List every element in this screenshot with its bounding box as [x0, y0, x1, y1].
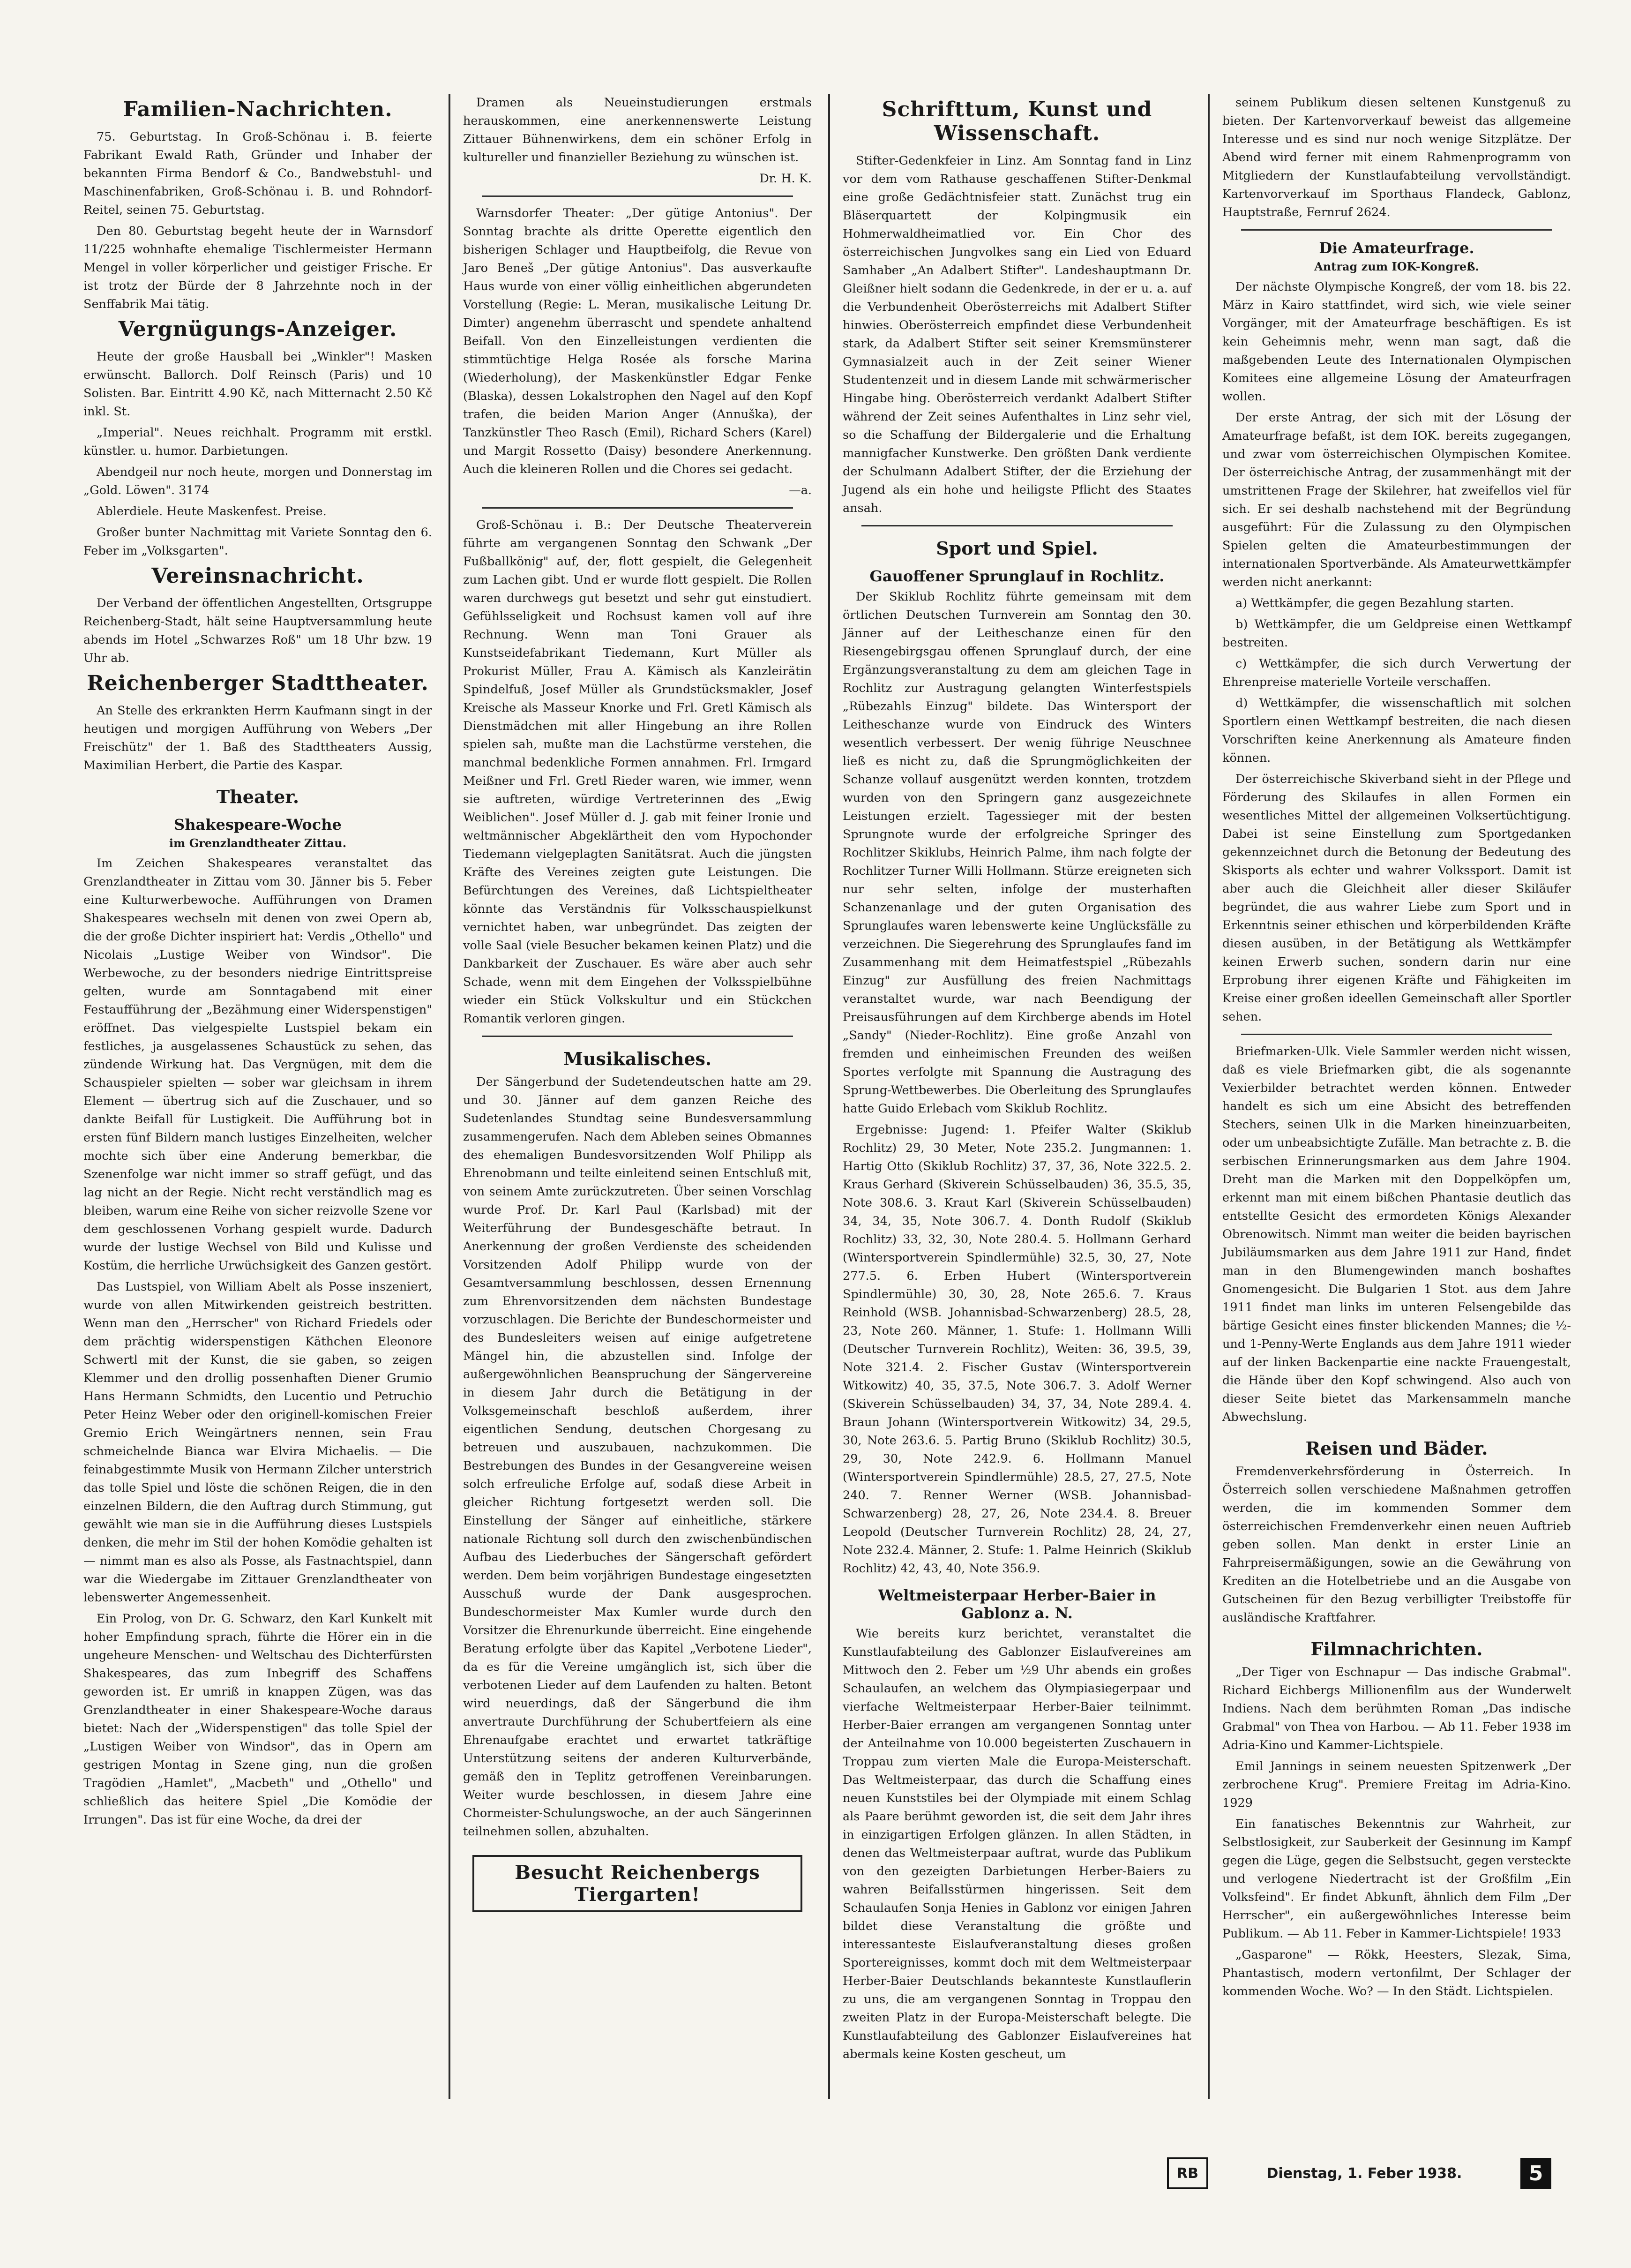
article-paragraph: „Der Tiger von Eschnapur — Das indische Grabmal". Richard Eichbergs Millionenfilm aus der Wunderwelt Indiens. Nach dem berühmten Roman „Das indische Grabmal" von Thea von Harbou. — Ab 11. Feber 1938 im Adria-Kino und Kammer-Lichtspiele. [1222, 1665, 1571, 1752]
article-paragraph: Warnsdorfer Theater: „Der gütige Antonius". Der Sonntag brachte als dritte Operette eigentlich den bisherigen Schlager und Hauptbeifolg, die Revue von Jaro Beneš „Der gütige Antonius". Das ausverkaufte Haus wurde von einer völlig einheitlichen abgerundeten Vorstellung (Regie: L. Meran, musikalische Leitung Dr. Dimter) angenehm überrascht und spendete anhaltend Beifall. Von den Einzelleistungen verdienten die stimmtüchtige Helga Rosée als forsche Marina (Wiederholung), der Maskenkünstler Edgar Fenke (Blaska), dessen Lokalstrophen den Nagel auf den Kopf trafen, die beiden Marion Anger (Annuška), der Tanzkünstler Theo Rasch (Emil), Richard Schers (Karel) und Margit Rossetto (Daisy) besondere Anerkennung. Auch die kleineren Rollen und die Chores sei gedacht. [463, 206, 812, 476]
column-3 [839, 94, 1195, 2212]
article-subheadline: Antrag zum IOK-Kongreß. [1314, 260, 1479, 273]
section-heading-theatre: Theater. [216, 786, 299, 807]
issue-date: Dienstag, 1. Feber 1938. [1266, 2165, 1462, 2182]
column-rule [1208, 94, 1210, 2099]
article-paragraph: Im Zeichen Shakespeares veranstaltet das Grenzlandtheater in Zittau vom 30. Jänner bis 5. Feber eine Kulturwerbewoche. Aufführungen von Dramen Shakespeares wechseln mit denen von zwei Opern ab, die der große Dichter inspiriert hat: Verdis „Othello" und Nicolais „Lustige Weiber von Windsor". Die Werbewoche, zu der besonders niedrige Eintrittspreise gelten, wurde am Sonntagabend mit einer Festaufführung der „Bezähmung einer Widerspenstigen" eröffnet. Das vielgespielte Lustspiel bekam ein festliches, ja ausgelassenes Schaustück zu sehen, das zündende Wirkung hat. Das Vergnügen, mit dem die Schauspieler spielten — sober war gleichsam in ihrem Element — übertrug sich auf die Zuschauer, und so dankte Beifall für Lustigkeit. Die Aufführung bot in ersten fünf Bildern manch lustiges Einzelheiten, welcher mochte sich über eine Anderung bemerkbar, die Szenenfolge war nicht immer so straff gefügt, und das lag nicht an der Regie. Nicht recht verständlich mag es bleiben, warum eine Reihe von sicher reizvolle Szene vor dem geschlossenen Vorhang gespielt wurde. Dadurch wurde der lustige Wechsel von Bild und Kulisse und Kostüm, die herrliche Urwüchsigkeit des Ganzen gestört. [83, 856, 432, 1273]
article-paragraph: Der Sängerbund der Sudetendeutschen hatte am 29. und 30. Jänner auf dem ganzen Reiche des Sudetenlandes Stundtag seine Bundesversammlung zusammengerufen. Nach dem Ableben seines Obmannes des ehemaligen Bundesvorsitzenden Wolf Philipp als Ehrenobmann und teilte einleitend seinen Entschluß mit, von seinem Amte zurückzutreten. Über seinen Vorschlag wurde Prof. Dr. Karl Paul (Karlsbad) mit der Weiterführung der Bundesgeschäfte betraut. In Anerkennung der großen Verdienste des scheidenden Vorsitzenden Adolf Philipp wurde von der Gesamtversammlung beschlossen, dessen Ernennung zum Ehrenvorsitzenden dem nächsten Bundestage vorzuschlagen. Die Berichte der Bundeschormeister und des Bundesleiters weisen auf einige aufgetretene Mängel hin, die abzustellen sind. Infolge der außergewöhnlichen Beanspruchung der Sängervereine in diesem Jahr durch die Betätigung in der Volksgemeinschaft beschloß außerdem, ihrer eigentlichen Sendung, deutschen Chorgesang zu betreuen und auszubauen, nachzukommen. Die Bestrebungen des Bundes in der Gesangvereine weisen solch erfreuliche Erfolge auf, sodaß diese Arbeit in gleicher Richtung fortgesetzt werden soll. Die Einstellung der Sänger auf einheitliche, stärkere nationale Richtung soll durch den zwischenbündischen Aufbau des Liederbuches der Sängerschaft gefördert werden. Dem beim vorjährigen Bundestage eingesetzten Ausschuß wurde der Dank ausgesprochen. Bundeschormeister Max Kumler wurde durch den Vorsitzer die Ehrenurkunde überreicht. Eine eingehende Beratung erfolgte über das Kapitel „Verbotene Lieder", da es für die Vereine umgänglich ist, sich über die verbotenen Lieder auf dem Laufenden zu halten. Betont wird neuerdings, daß der Sängerbund die ihm anvertraute Durchführung der Schubertfeiern als eine Ehrenaufgabe erachtet und erwartet tatkräftige Unterstützung seitens der anderen Kulturverbände, gemäß den in Teplitz getroffenen Vereinbarungen. Weiter wurde beschlossen, in diesem Jahre eine Chormeister-Schulungswoche, an der auch Sängerinnen teilnehmen sollen, abzuhalten. [463, 1075, 812, 1839]
section-heading-city-theatre: Reichenberger Stadttheater. [87, 671, 429, 695]
divider [482, 507, 793, 509]
article-paragraph: An Stelle des erkrankten Herrn Kaufmann singt in der heutigen und morgigen Aufführung von Webers „Der Freischütz" der 1. Baß des Stadttheaters Aussig, Maximilian Herbert, die Partie des Kaspar. [83, 704, 432, 773]
column-4 [1219, 94, 1575, 2212]
ad-paragraph: „Imperial". Neues reichhalt. Programm mit erstkl. künstler. u. humor. Darbietungen. [83, 426, 432, 458]
article-paragraph: 75. Geburtstag. In Groß-Schönau i. B. feierte Fabrikant Ewald Rath, Gründer und Inhaber der bekannten Firma Bendorf & Co., Bandwebstuhl- und Maschinenfabriken, Groß-Schönau i. B. und Rohndorf-Reitel, seinen 75. Geburtstag. [83, 130, 432, 217]
article-paragraph: „Gasparone" — Rökk, Heesters, Slezak, Sima, Phantastisch, modern vertonfilmt, Der Schlager der kommenden Woche. Wo? — In den Städt. Lichtspielen. [1222, 1948, 1571, 1998]
article-paragraph: Ein fanatisches Bekenntnis zur Wahrheit, zur Selbstlosigkeit, zur Sauberkeit der Gesinnung im Kampf gegen die Lüge, gegen die Selbstsucht, gegen versteckte und verlogene Niedertracht ist der Großfilm „Ein Volksfeind". Er findet Abkunft, ähnlich dem Film „Der Herrscher", ein außergewöhnliches Interesse beim Publikum. — Ab 11. Feber in Kammer-Lichtspiele! 1933 [1222, 1817, 1571, 1941]
divider [1241, 1034, 1552, 1035]
article-paragraph: Das Lustspiel, von William Abelt als Posse inszeniert, wurde von allen Mitwirkenden geistreich bestritten. Wenn man den „Herrscher" von Richard Friedels oder dem prächtig widerspenstigen Käthchen Eleonore Schwertl mit der Kunst, die sie gaben, so zeigen Klemmer und den drollig possenhaften Diener Grumio Hans Hermann Schmidts, den Lucentio und Petruchio Peter Heinz Weber oder den originell-komischen Freier Gremio Erich Weingärtners nennen, sein Frau schmeichelnde Bianca war Elvira Michaelis. — Die feinabgestimmte Musik von Hermann Zilcher unterstrich das tolle Spiel und löste die schönen Reigen, die in den einzelnen Bildern, die den Auftrag durch Stimmung, gut gewählt wie man sie in die Aufführung dieses Lustspiels denken, die mehr im Stil der hohen Komödie gehalten ist — nimmt man es also als Posse, als Fastnachtspiel, dann war die Wiedergabe im Zittauer Grenzlandtheater von lebenswerter Angemessenheit. [83, 1280, 432, 1605]
article-headline-world-champions: Weltmeisterpaar Herber-Baier in Gablonz a. N. [878, 1586, 1156, 1622]
author-signature: —a. [789, 483, 812, 497]
article-paragraph: Emil Jannings in seinem neuesten Spitzenwerk „Der zerbrochene Krug". Premiere Freitag im Adria-Kino. 1929 [1222, 1759, 1571, 1810]
article-headline-amateur: Die Amateurfrage. [1319, 239, 1474, 257]
list-item: d) Wettkämpfer, die wissenschaftlich mit solchen Sportlern einen Wettkampf bestreiten, die nach diesen Vorschriften keine Anerkennung als Amateure finden können. [1222, 696, 1571, 765]
article-headline-shakespeare: Shakespeare-Woche [174, 816, 342, 834]
column-2 [459, 94, 816, 2212]
column-1 [80, 94, 436, 2212]
article-paragraph: Der erste Antrag, der sich mit der Lösung der Amateurfrage befaßt, ist dem IOK. bereits zugegangen, und zwar vom österreichischen Olympischen Komitee. Der österreichische Antrag, der zusammenhängt mit der umstrittenen Frage der Skilehrer, hat zweifellos viel für sich. Er sei deshalb nachstehend mit der Begründung ausgeführt: Für die Zulassung zu den Olympischen Spielen gelten die Amateurbestimmungen der internationalen Sportverbände. Als Amateurwettkämpfer werden nicht anerkannt: [1222, 411, 1571, 589]
section-heading-literature: Schrifttum, Kunst und Wissenschaft. [882, 98, 1152, 145]
article-paragraph: Ein Prolog, von Dr. G. Schwarz, den Karl Kunkelt mit hoher Empfindung sprach, führte die Hörer ein in die ungeheure Menschen- und Weltschau des Dichterfürsten Shakespeares, das zum Inbegriff des Schaffens geworden ist. Er umriß in knappen Zügen, was das Grenzlandtheater in einer Shakespeare-Woche daraus bietet: Nach der „Widerspenstigen" das tolle Spiel der „Lustigen Weiber von Windsor", das in Opern am gestrigen Montag in Szene ging, nun die großen Tragödien „Hamlet", „Macbeth" und „Othello" und schließlich das heitere Spiel „Die Komödie der Irrungen". Das ist für eine Woche, da drei der [83, 1612, 432, 1827]
section-heading-film: Filmnachrichten. [1310, 1638, 1483, 1660]
list-item: a) Wettkämpfer, die gegen Bezahlung starten. [1235, 596, 1514, 610]
article-paragraph: Der nächste Olympische Kongreß, der vom 18. bis 22. März in Kairo stattfindet, wird sich, wie viele seiner Vorgänger, mit der Amateurfrage beschäftigen. Es ist kein Geheimnis mehr, wenn man sagt, daß die maßgebenden Leute des Internationalen Olympischen Komitees eine allgemeine Lösung der Amateurfragen wollen. [1222, 280, 1571, 404]
divider [482, 1036, 793, 1037]
article-paragraph: Der österreichische Skiverband sieht in der Pflege und Förderung des Skilaufes in allen Formen ein wesentliches Mittel der allgemeinen Volksertüchtigung. Dabei ist seine Einstellung zum Sportgedanken gekennzeichnet durch die Betonung der Bedeutung des Skisports als echter und wahrer Volkssport. Damit ist aber auch die Gleichheit aller dieser Skiläufer begründet, die aus wahrer Liebe zum Sport und in Erkenntnis seiner ethischen und körperbildenden Kräfte diesen ausüben, in der Betätigung als Wettkämpfer keinen Erwerb suchen, sondern darin nur eine Erprobung ihrer eigenen Kräfte und Fähigkeiten im Kreise einer großen ideellen Gemeinschaft aller Sportler sehen. [1222, 772, 1571, 1024]
divider [1241, 229, 1552, 231]
ad-paragraph: Großer bunter Nachmittag mit Variete Sonntag den 6. Feber im „Volksgarten". [83, 526, 432, 558]
results-paragraph: Ergebnisse: Jugend: 1. Pfeifer Walter (Skiklub Rochlitz) 29, 30 Meter, Note 235.2. Jungmannen: 1. Hartig Otto (Skiklub Rochlitz) 37, 37, 36, Note 322.5. 2. Kraus Gerhard (Skiverein Schüsselbauden) 36, 35.5, 35, Note 308.6. 3. Kraut Karl (Skiverein Schüsselbauden) 34, 34, 35, Note 306.7. 4. Donth Rudolf (Skiklub Rochlitz) 33, 32, 30, Note 280.4. 5. Hollmann Gerhard (Wintersportverein Spindlermühle) 32.5, 30, 27, Note 277.5. 6. Erben Hubert (Wintersportverein Spindlermühle) 30, 30, 28, Note 265.6. 7. Kraus Reinhold (WSB. Johannisbad-Schwarzenberg) 28.5, 28, 23, Note 260. Männer, 1. Stufe: 1. Hollmann Willi (Deutscher Turnverein Rochlitz), Weiten: 36, 39.5, 39, Note 321.4. 2. Fischer Gustav (Wintersportverein Witkowitz) 40, 35, 37.5, Note 306.7. 3. Adolf Werner (Skiverein Schüsselbauden) 34, 37, 34, Note 289.4. 4. Braun Johann (Wintersportverein Witkowitz) 34, 29.5, 30, Note 263.6. 5. Partig Bruno (Skiklub Rochlitz) 30.5, 29, 30, Note 242.9. 6. Hollmann Manuel (Wintersportverein Spindlermühle) 28.5, 27, 27.5, Note 240. 7. Renner Werner (WSB. Johannisbad-Schwarzenberg) 28, 27, 26, Note 234.4. 8. Breuer Leopold (Deutscher Turnverein Rochlitz) 28, 24, 27, Note 232.4. Männer, 2. Stufe: 1. Palme Heinrich (Skiklub Rochlitz) 42, 43, 40, Note 356.9. [843, 1123, 1191, 1576]
article-paragraph: Groß-Schönau i. B.: Der Deutsche Theaterverein führte am vergangenen Sonntag den Schwank „Der Fußballkönig" auf, der, flott gespielt, die Gelegenheit zum Lachen gibt. Und er wurde flott gespielt. Die Rollen waren durchwegs gut besetzt und sehr gut einstudiert. Gefühlsseligkeit und Rochsust kamen voll auf ihre Rechnung. Wenn man Toni Grauer als Kunstseidefabrikant Tiedemann, Kurt Müller als Prokurist Müller, Frau A. Kämisch als Kanzleirätin Spindelfuß, Josef Müller als Grundstücksmakler, Josef Kreische als Masseur Knorke und Frl. Gretl Kämisch als Dienstmädchen mit aller Hingebung an ihre Rollen spielen sah, mußte man die Lachstürme verstehen, die manchmal bedenkliche Formen annahmen. Frl. Irmgard Meißner und Frl. Gretl Rieder waren, wie immer, wenn sie auftreten, würdige Vertreterinnen des „Ewig Weiblichen". Josef Müller d. J. gab mit feiner Ironie und weltmännischer Abgeklärtheit den vom Hypochonder Tiedemann vielgeplagten Sanitätsrat. Auch die jüngsten Kräfte des Vereines zeigten gute Leistungen. Die Befürchtungen des Vereines, daß Lichtspieltheater könnte das Verständnis für Volksschauspielkunst vernichtet haben, war unbegründet. Das zeigten der volle Saal (viele Besucher bekamen keinen Platz) und die Dankbarkeit der Zuschauer. Es wäre aber auch sehr Schade, wenn mit dem Eingehen der Volksspielbühne wieder ein Stück Volkskultur und ein Stückchen Romantik verloren gingen. [463, 518, 812, 1026]
page-number: 5 [1520, 2158, 1551, 2189]
article-paragraph: Stifter-Gedenkfeier in Linz. Am Sonntag fand in Linz vor dem vom Rathause geschaffenen Stifter-Denkmal eine große Gedächtnisfeier statt. Zunächst trug ein Bläserquartett der Kolpingmusik ein Hohmerwaldheimatlied vor. Ein Chor des österreichischen Jungvolkes sang ein Lied von Eduard Samhaber „An Adalbert Stifter". Landeshauptmann Dr. Gleißner hielt sodann die Gedenkrede, in der er u. a. auf die Verbundenheit Oberösterreichs mit Adalbert Stifter hinwies. Oberösterreich empfindet diese Verbundenheit stark, da Adalbert Stifter seit seiner Kremsmünsterer Gymnasialzeit auch in der Zeit seiner Wiener Studentenzeit und in diesem Lande mit schwärmerischer Hingabe hing. Oberösterreich verdankt Adalbert Stifter während der Zeit seines Aufenthaltes in Linz sehr viel, so die Schaffung der Bildergalerie und die Erhaltung mannigfacher Kunstwerke. Den größten Dank verdiente der Schulmann Adalbert Stifter, der die Erziehung der Jugend als ein hohe und heiligste Pflicht des Staates ansah. [843, 154, 1191, 515]
article-paragraph: Briefmarken-Ulk. Viele Sammler werden nicht wissen, daß es viele Briefmarken gibt, die als sogenannte Vexierbilder betrachtet werden können. Entweder handelt es sich um eine Absicht des betreffenden Stechers, seinen Ulk in die Marken hineinzuarbeiten, oder um unbeabsichtigte Zufälle. Man betrachte z. B. die serbischen Erinnerungsmarken aus dem Jahre 1904. Dreht man die Marken mit den Doppelköpfen um, erkennt man mit einem bißchen Phantasie deutlich das entstellte Gesicht des ermordeten Königs Alexander Obrenowitsch. Nimmt man weiter die beiden bayrischen Jubiläumsmarken aus dem Jahre 1911 zur Hand, findet man in den Blumengewinden manch boshaftes Gnomengesicht. Die Bulgarien 1 Stot. aus dem Jahre 1911 findet man links im unteren Felsengebilde das bärtige Gesicht eines finster blickenden Mannes; die ½- und 1-Penny-Werte Englands aus dem Jahre 1911 wieder auf der linken Backenpartie eine nackte Frauengestalt, die Hände über den Kopf schwingend. Also auch von dieser Seite bietet das Markensammeln manche Abwechslung. [1222, 1044, 1571, 1424]
article-paragraph: Wie bereits kurz berichtet, veranstaltet die Kunstlaufabteilung des Gablonzer Eislaufvereines am Mittwoch den 2. Feber um ½9 Uhr abends ein großes Schaulaufen, an welchem das Olympiasiegerpaar und vierfache Weltmeisterpaar Herber-Baier teilnimmt. Herber-Baier errangen am vergangenen Sonntag unter der Anteilnahme von 10.000 begeisterten Zuschauern in Troppau zum vierten Male die Europa-Meisterschaft. Das Weltmeisterpaar, das durch die Schaffung eines neuen Kunststiles bei der Olympiade mit einem Schlag als Paare berühmt geworden ist, die seit dem Jahr ihres in einzigartigen Erfolgen glänzen. In allen Städten, in denen das Weltmeisterpaar auftrat, wurde das Publikum von den gezeigten Darbietungen Herber-Baiers zu wahren Beifallsstürmen hingerissen. Seit dem Schaulaufen Sonja Henies in Gablonz vor einigen Jahren bildet diese Veranstaltung die größte und interessanteste Eislaufveranstaltung dieses großen Sportereignisses, kommt doch mit dem Weltmeisterpaar Herber-Baier Deutschlands bekannteste Kunstlauflerin zu uns, die am vergangenen Sonntag in Troppau den zweiten Platz in der Europa-Meisterschaft belegte. Die Kunstlaufabteilung des Gablonzer Eislaufvereines hat abermals keine Kosten gescheut, um [843, 1627, 1191, 2061]
column-rule [449, 94, 450, 2099]
ad-paragraph: Heute der große Hausball bei „Winkler"! Masken erwünscht. Ballorch. Dolf Reinsch (Paris) und 10 Solisten. Bar. Eintritt 4.90 Kč, nach Mitternacht 2.50 Kč inkl. St. [83, 350, 432, 419]
divider [861, 525, 1173, 526]
section-heading-sport: Sport und Spiel. [936, 538, 1098, 559]
newspaper-logo: RB [1167, 2157, 1208, 2189]
zoo-advertisement-box: Besucht Reichenbergs Tiergarten! [472, 1855, 802, 1912]
section-heading-club: Vereinsnachricht. [151, 564, 364, 588]
ad-paragraph: Ablerdiele. Heute Maskenfest. Preise. [97, 504, 327, 518]
article-paragraph: Fremdenverkehrsförderung in Österreich. In Österreich sollen verschiedene Maßnahmen getroffen werden, die im kommenden Sommer dem österreichischen Fremdenverkehr einen neuen Auftrieb geben sollen. Man denkt in erster Linie an Fahrpreisermäßigungen, sowie an die Gewährung von Krediten an die Hotelbetriebe und an die Ausgabe von Gutscheinen für den Bezug verbilligter Treibstoffe für ausländische Kraftfahrer. [1222, 1464, 1571, 1625]
article-paragraph: Den 80. Geburtstag begeht heute der in Warnsdorf 11/225 wohnhafte ehemalige Tischlermeister Hermann Mengel in voller körperlicher und geistiger Frische. Er ist trotz der Bürde der 8 Jahrzehnte noch in der Senffabrik Mai tätig. [83, 224, 432, 311]
ad-paragraph: Abendgeil nur noch heute, morgen und Donnerstag im „Gold. Löwen". 3174 [83, 465, 432, 497]
article-paragraph: Der Skiklub Rochlitz führte gemeinsam mit dem örtlichen Deutschen Turnverein am Sonntag den 30. Jänner auf der Leitheschanze einen für den Riesengebirgsgau offenen Sprunglauf durch, der eine Ergänzungsveranstaltung zu dem am gleichen Tage in Rochlitz zur Austragung gelangten Winterfestspiels „Rübezahls Einzug" bildete. Das Wintersport der Leitheschanze wurde von Eindruck des Winters wesentlich verbessert. Der wenig führige Neuschnee ließ es nicht zu, daß die Sprungmöglichkeiten der Schanze vollauf ausgenützt werden konnten, trotzdem wurden von den Springern ganz ausgezeichnete Leistungen erzielt. Tagessieger mit der besten Sprungnote wurde der erfolgreiche Springer des Rochlitzer Skiklubs, Heinrich Palme, ihm nach folgte der Rochlitzer Turner Willi Hollmann. Stürze ereigneten sich nur sehr selten, infolge der musterhaften Schanzenanlage und der guten Organisation des Sprunglaufes waren lebenswerte keine Unglücksfälle zu verzeichnen. Die Siegerehrung des Sprunglaufes fand im Zusammenhang mit dem Heimatfestspiel „Rübezahls Einzug" zur Ausfüllung des freien Nachmittags veranstaltet wurde, war nach Beendigung der Preisausführungen auf dem Kirchberge abends im Hotel „Sandy" (Nieder-Rochlitz). Eine große Anzahl von fremden und einheimischen Freunden des weißen Sportes verfolgte mit Spannung die Austragung des Sprung-Wettbewerbes. Die Oberleitung des Sprunglaufes hatte Guido Erlebach vom Skiklub Rochlitz. [843, 590, 1191, 1116]
section-heading-travel: Reisen und Bäder. [1305, 1438, 1488, 1459]
article-subheadline: im Grenzlandtheater Zittau. [169, 836, 347, 850]
article-paragraph: seinem Publikum diesen seltenen Kunstgenuß zu bieten. Der Kartenvorverkauf beweist das allgemeine Interesse und es sind nur noch wenige Sitzplätze. Der Abend wird ferner mit einem Rahmenprogramm von Mitgliedern der Kunstlaufabteilung vervollständigt. Kartenvorverkauf im Sporthaus Flandeck, Gablonz, Hauptstraße, Fernruf 2624. [1222, 96, 1571, 219]
author-signature: Dr. H. K. [759, 172, 812, 186]
list-item: c) Wettkämpfer, die sich durch Verwertung der Ehrenpreise materielle Vorteile verschaffen. [1222, 657, 1571, 689]
divider [482, 195, 793, 197]
section-heading-entertainment: Vergnügungs-Anzeiger. [118, 317, 397, 341]
page-footer [1167, 2156, 1551, 2190]
column-rule [828, 94, 830, 2099]
section-heading-music: Musikalisches. [563, 1048, 712, 1069]
list-item: b) Wettkämpfer, die um Geldpreise einen Wettkampf bestreiten. [1222, 617, 1571, 650]
section-heading-family: Familien-Nachrichten. [123, 98, 393, 121]
article-headline-ski-jump: Gauoffener Sprunglauf in Rochlitz. [869, 567, 1165, 585]
article-paragraph: Dramen als Neueinstudierungen erstmals herauskommen, eine anerkennenswerte Leistung Zittauer Bühnenwirkens, dem ein schöner Erfolg in kultureller und finanzieller Beziehung zu wünschen ist. [463, 96, 812, 165]
article-paragraph: Der Verband der öffentlichen Angestellten, Ortsgruppe Reichenberg-Stadt, hält seine Hauptversammlung heute abends im Hotel „Schwarzes Roß" um 18 Uhr bzw. 19 Uhr ab. [83, 596, 432, 665]
